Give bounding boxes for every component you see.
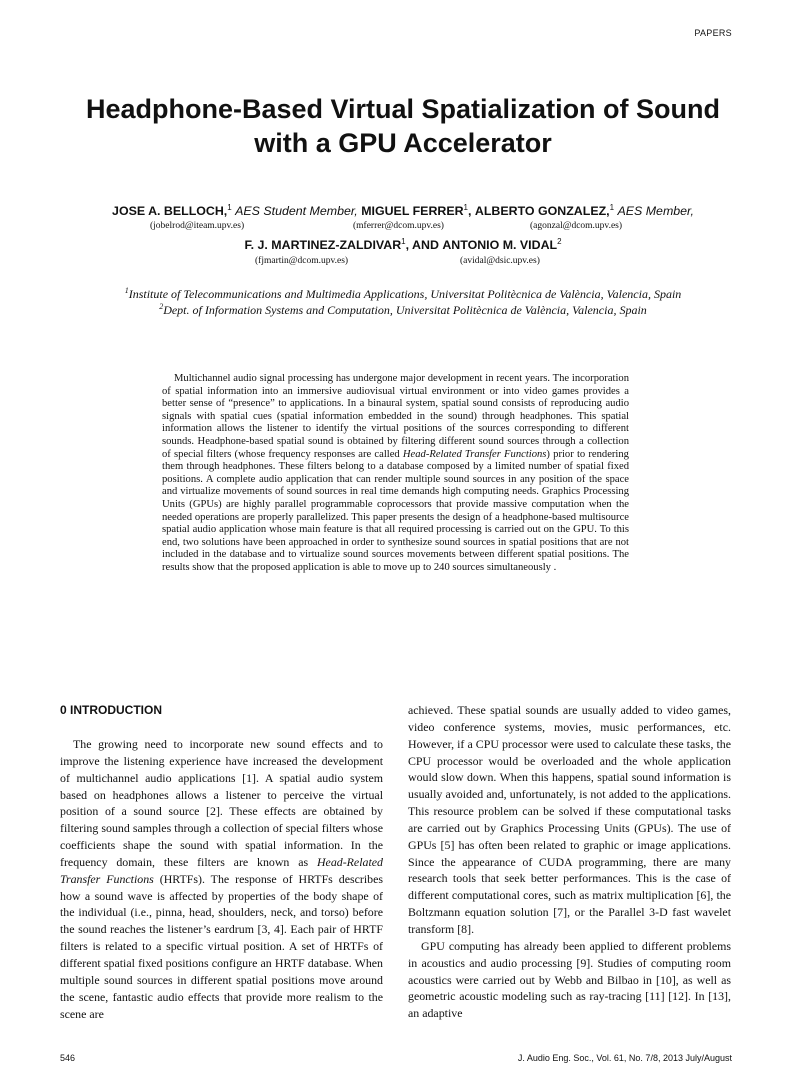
body-paragraph: GPU computing has already been applied to different problems in acoustics and audio processing [9]. Studies of computing room acoustics were carried out by Webb and Bilbao in [10], as well as geometric acoustic modeling such as ray-tracing [11] [12]. In [13], an adaptive [408, 938, 731, 1021]
affiliation [0, 287, 806, 302]
affiliation-text: Institute of Telecommunications and Multimedia Applications, Universitat Politècnica de València, Valencia, Spain [128, 287, 682, 301]
title-line-1: Headphone-Based Virtual Spatialization of Sound [85, 94, 721, 124]
author-membership: AES Member, [617, 204, 694, 218]
author-name: MIGUEL FERRER [361, 204, 464, 218]
abstract-paragraph [162, 373, 629, 575]
body-paragraph: achieved. These spatial sounds are usually added to video games, video conference systems, movies, music performances, etc. However, if a CPU processor were used to calculate these tasks, the CPU processor would be overloaded and the whole application would slow down. When this happens, spatial sound information is usually avoided and, unfortunately, is not added to the applications. This resource problem can be solved if these computational tasks are carried out by Graphics Processing Units (GPUs). The use of GPUs [5] has often been related to graphic or image applications. Since the appearance of CUDA programming, there are many research tools that seek better performances. This is the case of different computational cores, such as matrix multiplication [6], the Boltzmann equation solution [7], or the Parallel 3-D fast wavelet transform [8]. [408, 703, 731, 936]
body-text: The growing need to incorporate new sound effects and to improve the listening experience have increased the development of multichannel audio applications [1]. A spatial audio system based on headphones allows a listener to perceive the virtual position of a sound source [2]. These effects are obtained by filtering sound samples through a collection of special filters whose coefficients shape the sound with spatial information. In the frequency domain, these filters are known as [60, 737, 383, 869]
paper-title [40, 92, 766, 160]
affiliation-text: Dept. of Information Systems and Computation, Universitat Politècnica de València, Valencia, Spain [163, 303, 647, 317]
author-email: (fjmartin@dcom.upv.es) [255, 256, 349, 266]
body-text: (HRTFs). The response of HRTFs describes how a sound wave is affected by properties of the body shape of the individual (i.e., pinna, head, shoulders, neck, and torso) before the sound reaches the listener’s eardrum [3, 4]. Each pair of HRTF filters is related to a specific virtual position. A set of HRTFs of different spatial fixed positions configure an HRTF database. When multiple sound sources in different spatial positions move around the scene, fantastic audio effects that provide more realism to the scene are [60, 871, 383, 1021]
author-affil-sup: 1 [609, 202, 615, 212]
body-paragraph [60, 736, 383, 1022]
body-column-right [408, 702, 731, 1022]
author-line-2 [0, 238, 806, 252]
author-affil-sup: 2 [557, 236, 562, 246]
author-affil-sup: 1 [401, 236, 406, 246]
author-name: ALBERTO GONZALEZ, [474, 204, 610, 218]
author-separator: , AND [405, 238, 439, 252]
abstract-italic-term: Head-Related Transfer Functions [402, 448, 547, 460]
section-label: PAPERS [694, 28, 732, 38]
body-italic-term: Head-Related Transfer Functions [60, 854, 383, 886]
author-email: (jobelrod@iteam.upv.es) [150, 221, 245, 231]
author-email: (avidal@dsic.upv.es) [460, 256, 540, 266]
abstract [162, 373, 629, 575]
author-membership: AES Student Member, [235, 204, 358, 218]
page-number: 546 [60, 1053, 76, 1063]
journal-citation: J. Audio Eng. Soc., Vol. 61, No. 7/8, 2013 July/August [517, 1053, 732, 1063]
abstract-text: ) prior to rendering them through headphones. These filters belong to a database composed by a limited number of spatial fixed positions. A complete audio application that can render multiple sound sources in any position of the space and virtualize movements of sound sources in real time demands high computing needs. Graphics Processing Units (GPUs) are highly parallel programmable coprocessors that provide massive computation when the needed operations are properly parallelized. This paper presents the design of a headphone-based multisource spatial audio application whose main feature is that all required processing is carried out on the GPU. To this end, two solutions have been approached in order to synthesize sound sources in spatial positions that are not included in the database and to virtualize sound sources movements between different spatial positions. The results show that the proposed application is able to move up to 240 sources simultaneously . [162, 448, 629, 573]
author-separator: , [468, 204, 472, 218]
author-line-1 [0, 204, 806, 218]
affiliation-sup: 2 [159, 302, 164, 311]
body-column-left [60, 702, 383, 1022]
author-name: JOSE A. BELLOCH, [112, 204, 228, 218]
abstract-text: Multichannel audio signal processing has undergone major development in recent years. The incorporation of spatial information into an immersive audiovisual virtual environment or into video games provides a better sense of “presence” to applications. In a binaural system, spatial sound consists of reproducing audio signals with spatial cues (spatial information embedded in the sound) through headphones. This spatial information allows the listener to identify the virtual positions of the sources corresponding to different sounds. Headphone-based spatial sound is obtained by filtering different sound sources through a collection of special filters (whose frequency responses are called [162, 373, 629, 460]
section-heading: 0 INTRODUCTION [60, 703, 162, 717]
title-line-2: with a GPU Accelerator [254, 128, 552, 158]
author-name: ANTONIO M. VIDAL [442, 238, 558, 252]
affiliation [0, 303, 806, 318]
author-affil-sup: 1 [463, 202, 468, 212]
affiliation-sup: 1 [124, 286, 129, 295]
author-name: F. J. MARTINEZ-ZALDIVAR [244, 238, 402, 252]
author-affil-sup: 1 [227, 202, 232, 212]
author-email: (mferrer@dcom.upv.es) [353, 221, 444, 231]
author-email: (agonzal@dcom.upv.es) [530, 221, 623, 231]
